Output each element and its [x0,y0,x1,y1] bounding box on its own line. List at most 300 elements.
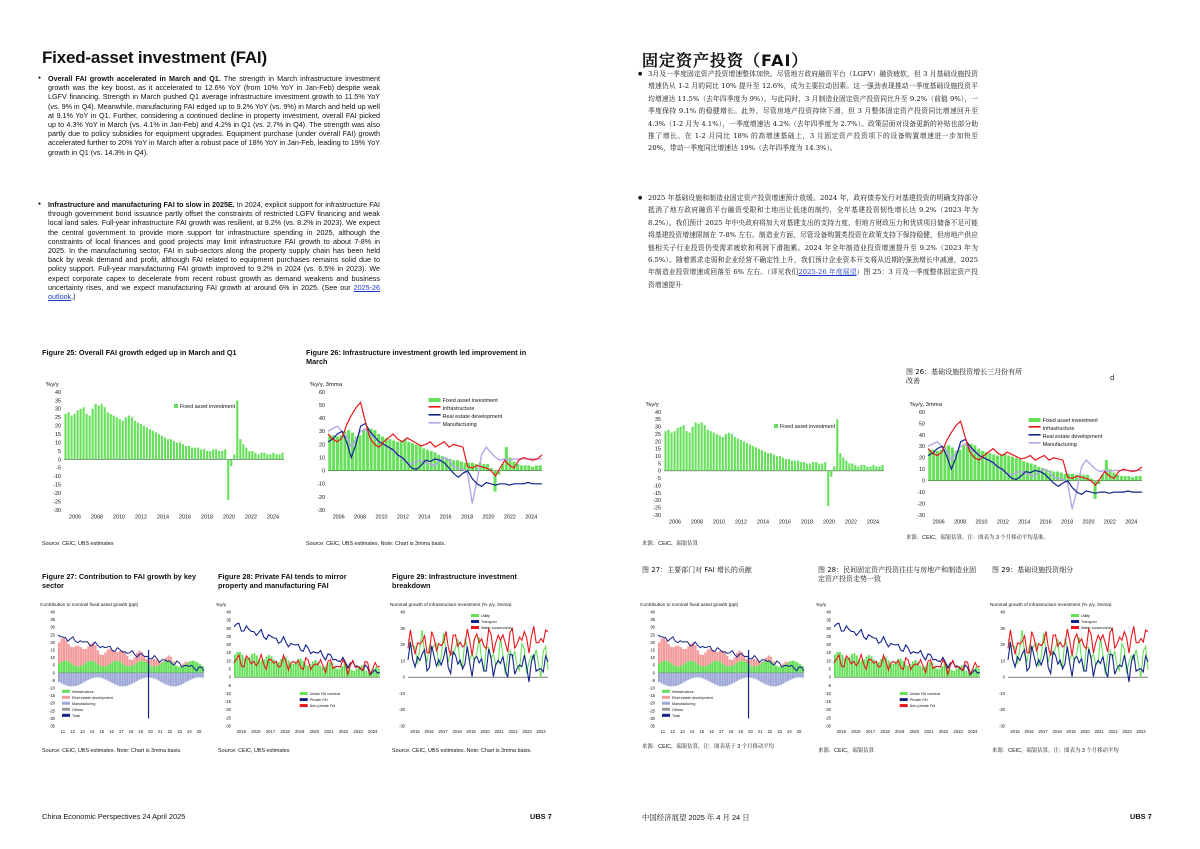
fai-bar [92,409,94,460]
fai-bar [110,414,112,460]
x-tick-label: 2024 [867,519,879,526]
manufacturing-area [124,673,126,687]
y-tick-label: 60 [919,409,925,416]
manufacturing-area [185,673,187,683]
footer-publication: China Economic Perspectives 24 April 2025 [42,812,186,821]
figure-26-title: Figure 26: Infrastructure investment growth led improvement in March [306,348,527,366]
urban-fai-bar [322,667,324,677]
infrastructure-area [775,665,777,673]
figure-28-title: Figure 28: Private FAI tends to mirror property and manufacturing FAI [218,572,347,590]
outlook-link[interactable]: 2025-26 年度展望 [798,268,857,277]
legend-label: Total [72,713,80,718]
legend-label: Infrastructure [442,406,475,412]
figure-27-chart [42,600,208,740]
manufacturing-area [112,673,114,684]
fai-bar [713,433,715,471]
chinese-page [600,0,1200,849]
bullet-overall-fai [48,74,380,157]
y-tick-label: 40 [55,389,61,396]
legend-swatch [774,424,778,428]
urban-fai-bar [261,661,263,678]
y-tick-label: -10 [398,690,405,696]
legend-swatch [1029,442,1041,444]
fai-bar [275,454,277,459]
real-estate-area [707,649,709,665]
x-tick-label: 2018 [1052,729,1062,735]
x-tick-label: 2017 [265,729,276,735]
fai-bar [206,451,208,459]
infrastructure-area [690,661,692,673]
infrastructure-area [194,661,196,673]
fai-bar [281,453,283,460]
y-tick-label: 0 [228,674,231,680]
x-tick-label: 19 [738,729,744,735]
fai-bar [245,448,247,460]
y-tick-label: 15 [50,647,55,653]
fai-bar [800,462,802,471]
y-tick-label: -10 [653,483,661,490]
x-tick-label: 2018 [461,514,474,521]
x-tick-label: 2020 [309,729,319,735]
urban-fai-bar [961,665,963,677]
manufacturing-area [690,673,692,679]
real-estate-area [726,656,728,667]
real-estate-area [63,638,65,661]
bullet-end: .) [71,292,76,302]
y-tick-label: 40 [650,609,655,615]
figure-26-chart [306,378,550,528]
y-tick-label: 30 [1000,625,1005,631]
figure-27-source: Source: CEIC, UBS estimates. Note: Chart is 3mma basis. [42,748,182,754]
fai-bar [278,454,280,459]
fai-bar [400,441,403,471]
legend-swatch [429,406,441,408]
urban-fai-bar [851,654,853,677]
y-tick-label: -10 [648,685,655,691]
urban-fai-bar [329,662,331,677]
urban-fai-bar [361,665,363,677]
legend-label: Infrastructure [72,689,94,694]
fai-bar [842,458,844,471]
y-tick-label: 10 [655,454,661,461]
infrastructure-area [729,667,731,673]
legend-label: Manufacturing [1042,442,1077,448]
manufacturing-area [80,673,82,684]
fai-bar [1022,461,1025,480]
manufacturing-area [792,673,794,679]
urban-fai-bar [914,660,916,677]
infrastructure-area [758,665,760,673]
fai-bar [689,433,691,471]
x-tick-label: 2008 [954,519,967,526]
section-title: 固定资产投资（FAI） [642,51,809,70]
y-tick-label: 15 [826,650,831,656]
figure-25-chart [42,378,292,528]
x-tick-label: 2021 [494,729,504,735]
urban-fai-bar [853,653,855,677]
manufacturing-area [116,673,118,686]
manufacturing-area [753,673,755,679]
x-tick-label: 25 [196,729,202,735]
y-tick-label: -35 [48,723,55,729]
manufacturing-area [194,673,196,678]
infrastructure-area [741,661,743,673]
real-estate-area [736,653,738,663]
fai-bar [358,435,361,470]
real-estate-area [750,659,752,666]
fai-bar [875,466,877,470]
y-tick-label: 30 [919,444,925,451]
y-tick-label: -25 [53,499,61,506]
infrastructure-area [153,667,155,673]
legend-label: Infrastructure [672,689,694,694]
y-tick-label: -15 [224,699,231,705]
fai-bar [131,417,133,459]
fai-bar [670,433,672,471]
y-tick-label: 10 [650,655,655,661]
y-tick-label: 40 [1000,609,1005,615]
manufacturing-area [70,673,72,687]
real-estate-area [114,652,116,661]
fai-bar [269,454,271,459]
y-tick-label: 35 [50,617,55,623]
fai-bar [539,465,542,470]
footer-page-number: UBS 7 [1130,812,1152,821]
infrastructure-area [95,662,97,672]
real-estate-area [760,662,762,663]
fai-bar [830,471,832,477]
manufacturing-area [799,673,801,678]
x-tick-label: 2015 [236,729,246,735]
fai-bar [767,453,769,471]
x-tick-label: 2018 [880,729,890,735]
legend-label: Fixed asset investment [1042,418,1098,424]
fai-bar [143,426,145,460]
fai-bar [392,441,395,471]
y-tick-label: 50 [919,421,925,428]
fai-bar [535,465,538,470]
manufacturing-area [716,673,718,686]
legend-label: Real estate development [442,414,503,420]
manufacturing-area [677,673,679,685]
figure-25-title: Figure 25: Overall FAI growth edged up in March and Q1 [42,348,237,357]
fai-bar [839,453,841,471]
x-tick-label: 2024 [1125,519,1138,526]
real-estate-area [785,661,787,664]
fai-bar [755,447,757,471]
fai-bar [773,455,775,471]
x-tick-label: 20 [148,729,153,735]
manufacturing-area [77,673,79,685]
fai-bar [1011,457,1014,481]
real-estate-area [150,659,152,666]
y-tick-label: -5 [227,682,231,688]
fai-bar [1135,476,1138,481]
fai-bar [125,417,127,459]
infrastructure-area [760,663,762,672]
y-tick-label: 30 [50,624,55,630]
fai-bar [422,448,425,470]
real-estate-area [87,647,89,662]
legend-label: Manufacturing [442,422,477,428]
real-estate-area [129,659,131,666]
fai-bar [692,427,694,471]
x-tick-label: 2020 [482,514,495,521]
fai-bar [164,438,166,460]
x-tick-label: 12 [670,729,675,735]
manufacturing-area [114,673,116,685]
x-tick-label: 2020 [909,729,919,735]
legend-swatch [471,626,479,629]
x-tick-label: 2014 [157,514,169,521]
x-tick-label: 2014 [418,514,431,521]
x-tick-label: 2019 [466,729,476,735]
fai-bar [73,414,75,460]
urban-fai-bar [268,655,270,677]
legend-swatch [1071,614,1079,617]
infrastructure-area [136,663,138,673]
x-tick-label: 2016 [851,729,861,735]
manufacturing-area [153,673,155,679]
y-tick-label: 0 [322,468,325,475]
infrastructure-area [70,663,72,673]
x-tick-label: 2016 [1039,519,1052,526]
fai-bar [520,465,523,470]
manufacturing-area [660,673,662,683]
urban-fai-bar [246,659,248,677]
x-tick-label: 2023 [353,729,363,735]
fai-bar [140,424,142,459]
x-tick-label: 2010 [113,514,125,521]
real-estate-area [109,648,111,663]
y-tick-label: 35 [55,398,61,405]
infrastructure-area [709,664,711,673]
x-tick-label: 2020 [823,519,835,526]
urban-fai-bar [305,664,307,677]
infrastructure-area [768,661,770,673]
manufacturing-area [775,673,777,687]
urban-fai-bar [234,654,236,677]
infrastructure-area [199,664,201,672]
manufacturing-area [133,673,135,683]
infrastructure-area [746,663,748,673]
x-tick-label: 2018 [280,729,290,735]
legend-label: Infrastructure [1042,426,1075,432]
fai-bar [122,421,124,460]
fai-bar [677,428,679,471]
footer-publication: 中国经济展望 2025 年 4 月 24 日 [642,813,750,822]
real-estate-area [119,651,121,662]
infrastructure-area [794,661,796,673]
infrastructure-area [780,667,782,673]
footer-page-number: UBS 7 [530,812,552,821]
y-tick-label: -30 [998,723,1005,729]
fai-bar [101,404,103,460]
legend-label: Non-private FAI [909,704,936,709]
fai-bar [749,444,751,470]
y-axis-label: %y/y [216,602,227,607]
x-tick-label: 25 [796,729,802,735]
infrastructure-area [699,666,701,673]
x-tick-label: 2010 [375,514,388,521]
manufacturing-area [121,673,123,687]
fai-bar [719,436,721,471]
real-estate-area [753,659,755,667]
fai-bar [236,400,238,459]
y-tick-label: 40 [226,609,231,615]
x-tick-label: 18 [128,729,134,735]
legend-label: Private FAI [909,698,928,703]
y-tick-label: -10 [917,490,925,497]
manufacturing-area [141,673,143,679]
real-estate-area [141,652,143,661]
y-tick-label: 15 [655,446,661,453]
urban-fai-bar [307,666,309,677]
manufacturing-area [129,673,131,685]
infrastructure-area [724,665,726,673]
legend-swatch [900,704,908,707]
fai-bar [740,440,742,471]
fai-bar [701,422,703,471]
real-estate-area [755,659,757,666]
manufacturing-area [802,673,804,678]
y-tick-label: 20 [50,639,55,645]
fai-bar [456,460,459,470]
real-estate-area [658,642,660,663]
infrastructure-area [131,666,133,673]
real-estate-area [58,642,60,663]
fai-bar [403,439,406,470]
x-tick-label: 2008 [91,514,103,521]
fai-bar [95,404,97,460]
real-estate-area [153,659,155,667]
fai-bar [176,443,178,460]
infrastructure-area [121,663,123,672]
fai-bar [388,439,391,470]
fai-bar [809,464,811,471]
y-tick-label: -10 [53,474,61,481]
y-axis-label: %y/y, 3mma [910,402,942,408]
legend-label: Fixed asset investment [180,404,236,410]
figure-27-title: 图 27：主要部门对 FAI 增长的贡献 [642,566,752,574]
real-estate-area [719,651,721,662]
bullet-overall-fai: ● 3月及一季度固定资产投资增速整体加快。尽管地方政府融资平台（LGFV）融资疲软，但 3 月基础设施投资增速仍从 1-2 月的同比 10% 提升至 12.6%，成为主要拉动因素。这一强劲表现推动一季度基础设施投资平均增速达 11.5%（去年四季度为 9%）。与此同时，3 月制造业固定资产投资同比升至 9.2%（前值 9%），一季度保持 9.1% 的稳健增长。此外，尽管房地产投资持续下滑，但 3 月整体固定资产投资同比增速回升至 4.3%（1-2 月为 4.1%），一季度增速达 4.2%（去年四季度为 2.7%）。政策层面对设备更新的补贴也部分助推了增长。在 1-2 月同比 18% 的高增速基础上，3 月固定资产投资项下的设备购置增速进一步加快至 20%，带动一季度同比增速达 19%（去年四季度为 14.3%）。 [648,68,978,155]
outlook-link[interactable]: 2025-26 outlook [48,282,380,302]
fai-bar [251,451,253,459]
infrastructure-area [97,664,99,673]
y-tick-label: 10 [50,655,55,661]
y-tick-label: 35 [226,617,231,623]
figure-27-source: 来源：CEIC，瑞银估算，注：图表基于 3 个月移动平均 [642,744,775,750]
legend-label: Urban FAI nominal [309,692,341,697]
fai-bar [224,449,226,459]
legend-label: Fixed asset investment [780,424,836,430]
legend-swatch [429,422,441,424]
fai-bar [752,446,754,471]
y-tick-label: 60 [319,389,325,396]
fai-bar [992,454,995,480]
infrastructure-area [738,661,740,673]
x-tick-label: 2015 [836,729,846,735]
real-estate-area [170,657,172,662]
y-tick-label: -20 [398,707,405,713]
fai-bar [962,445,965,480]
manufacturing-area [182,673,184,684]
infrastructure-area [695,662,697,672]
legend-swatch [300,692,308,695]
fai-bar [1056,472,1059,481]
fai-bar [254,453,256,460]
fai-bar [988,453,991,480]
y-axis-label: Contribution to nominal fixed asset growth (ppt) [640,602,739,607]
real-estate-area [660,639,662,662]
real-estate-area [73,647,75,665]
fai-bar [728,433,730,471]
manufacturing-area [743,673,745,678]
urban-fai-bar [253,653,255,677]
manufacturing-area [695,673,697,678]
infrastructure-area [665,661,667,673]
x-tick-label: 2017 [1038,729,1048,735]
y-tick-label: -5 [656,476,661,483]
manufacturing-area [170,673,172,686]
manufacturing-area [65,673,67,686]
infrastructure-area [177,666,179,672]
manufacturing-area [687,673,689,680]
x-tick-label: 16 [109,729,114,735]
fai-bar [722,437,724,471]
fai-bar [524,465,527,470]
real-estate-area [668,644,670,661]
fai-bar [881,465,883,471]
infrastructure-area [714,661,716,673]
legend-label: Utility [481,614,491,618]
y-tick-label: 20 [319,442,325,449]
urban-fai-bar [251,654,253,677]
x-tick-label: 2023 [1122,729,1132,735]
real-estate-area [160,662,162,663]
real-estate-area [126,656,128,667]
real-estate-area [97,650,99,664]
figure-27-title: Figure 27: Contribution to FAI growth by key sector [42,572,197,590]
y-tick-label: -20 [824,707,831,713]
y-tick-label: 0 [58,457,61,464]
fai-bar [788,459,790,471]
y-tick-label: -25 [653,505,661,512]
manufacturing-area [782,673,784,684]
legend-swatch [429,414,441,416]
infrastructure-area [99,666,101,673]
fai-bar [149,429,151,459]
x-tick-label: 2015 [410,729,420,735]
infrastructure-area [702,667,704,673]
figure-25-source: 来源：CEIC，瑞银估算 [642,541,699,547]
y-tick-label: 40 [919,432,925,439]
legend-label: Transport [1081,620,1097,624]
infrastructure-area [658,664,660,673]
legend-label: Manufacturing [672,701,696,706]
figure-28-title: 图 28：民间固定资产投资往往与房地产和制造业固定资产投资走势一致 [818,566,977,583]
real-estate-area [146,659,148,662]
x-tick-label: 2006 [69,514,81,521]
manufacturing-area [704,673,706,680]
manufacturing-area [189,673,191,680]
fai-bar [215,449,217,459]
infrastructure-area [175,665,177,673]
fai-bar [64,414,66,460]
urban-fai-bar [312,661,314,677]
y-tick-label: -15 [53,482,61,489]
